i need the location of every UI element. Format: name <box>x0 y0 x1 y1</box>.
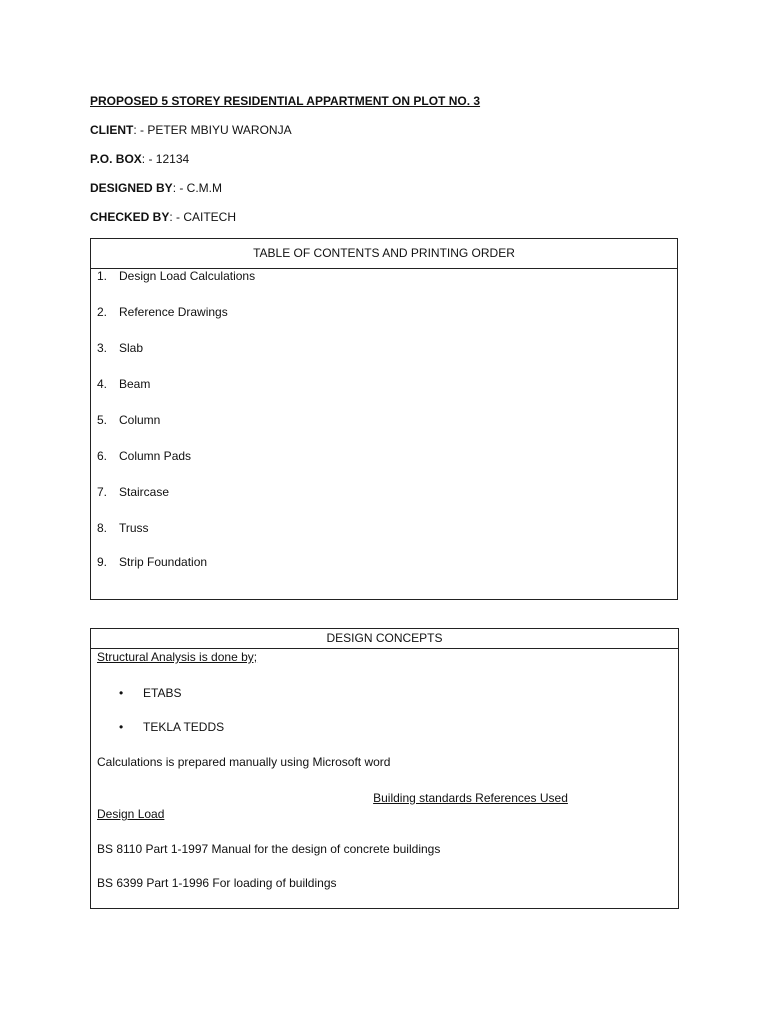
toc-item-number: 2. <box>97 305 108 319</box>
toc-item-number: 3. <box>97 341 108 355</box>
table-of-contents <box>90 238 678 600</box>
toc-item <box>97 521 149 535</box>
bullet-icon: • <box>119 720 124 734</box>
toc-item-label: Column Pads <box>119 449 192 463</box>
toc-item-label: Truss <box>119 521 149 535</box>
toc-item <box>97 413 160 427</box>
bullet-icon: • <box>119 686 124 700</box>
toc-item <box>97 305 228 319</box>
toc-item-number: 1. <box>97 269 108 283</box>
toc-item-label: Slab <box>119 341 144 355</box>
toc-item <box>97 485 169 499</box>
client-label: CLIENT <box>90 123 134 137</box>
designed-by-label: DESIGNED BY <box>90 181 173 195</box>
pobox-value: : - 12134 <box>141 152 190 166</box>
toc-item <box>97 377 150 391</box>
reference-item: BS 8110 Part 1-1997 Manual for the design of concrete buildings <box>97 842 441 856</box>
analysis-intro: Structural Analysis is done by; <box>97 650 258 664</box>
design-load-heading: Design Load <box>97 807 165 821</box>
calculation-note: Calculations is prepared manually using Microsoft word <box>97 755 391 769</box>
reference-item: BS 6399 Part 1-1996 For loading of buildings <box>97 876 337 890</box>
checked-by-line <box>90 210 236 224</box>
toc-item-number: 4. <box>97 377 108 391</box>
toc-item-label: Column <box>119 413 161 427</box>
designed-by-value: : - C.M.M <box>172 181 223 195</box>
tool-item <box>119 686 181 700</box>
standards-heading: Building standards References Used <box>373 791 568 805</box>
design-concepts-section <box>90 628 679 909</box>
toc-item-label: Design Load Calculations <box>119 269 256 283</box>
toc-item-number: 6. <box>97 449 108 463</box>
client-line <box>90 123 292 137</box>
toc-item-label: Beam <box>119 377 151 391</box>
toc-item-number: 5. <box>97 413 108 427</box>
tool-label: ETABS <box>143 686 182 700</box>
standards-heading-wrap <box>91 791 678 805</box>
pobox-line <box>90 152 189 166</box>
toc-heading: TABLE OF CONTENTS AND PRINTING ORDER <box>91 239 677 269</box>
tool-item <box>119 720 224 734</box>
toc-item-number: 9. <box>97 555 108 569</box>
toc-item <box>97 341 143 355</box>
toc-item-label: Staircase <box>119 485 170 499</box>
toc-item-number: 7. <box>97 485 108 499</box>
client-value: : - PETER MBIYU WARONJA <box>133 123 292 137</box>
document-title: PROPOSED 5 STOREY RESIDENTIAL APPARTMENT ON PLOT NO. 3 <box>90 94 481 108</box>
toc-item <box>97 449 191 463</box>
toc-item-number: 8. <box>97 521 108 535</box>
toc-item-label: Reference Drawings <box>119 305 228 319</box>
checked-by-value: : - CAITECH <box>169 210 237 224</box>
tool-label: TEKLA TEDDS <box>143 720 225 734</box>
toc-item <box>97 555 207 569</box>
toc-item-label: Strip Foundation <box>119 555 208 569</box>
checked-by-label: CHECKED BY <box>90 210 170 224</box>
design-concepts-heading: DESIGN CONCEPTS <box>91 629 678 649</box>
pobox-label: P.O. BOX <box>90 152 142 166</box>
designed-by-line <box>90 181 222 195</box>
toc-item <box>97 269 255 283</box>
